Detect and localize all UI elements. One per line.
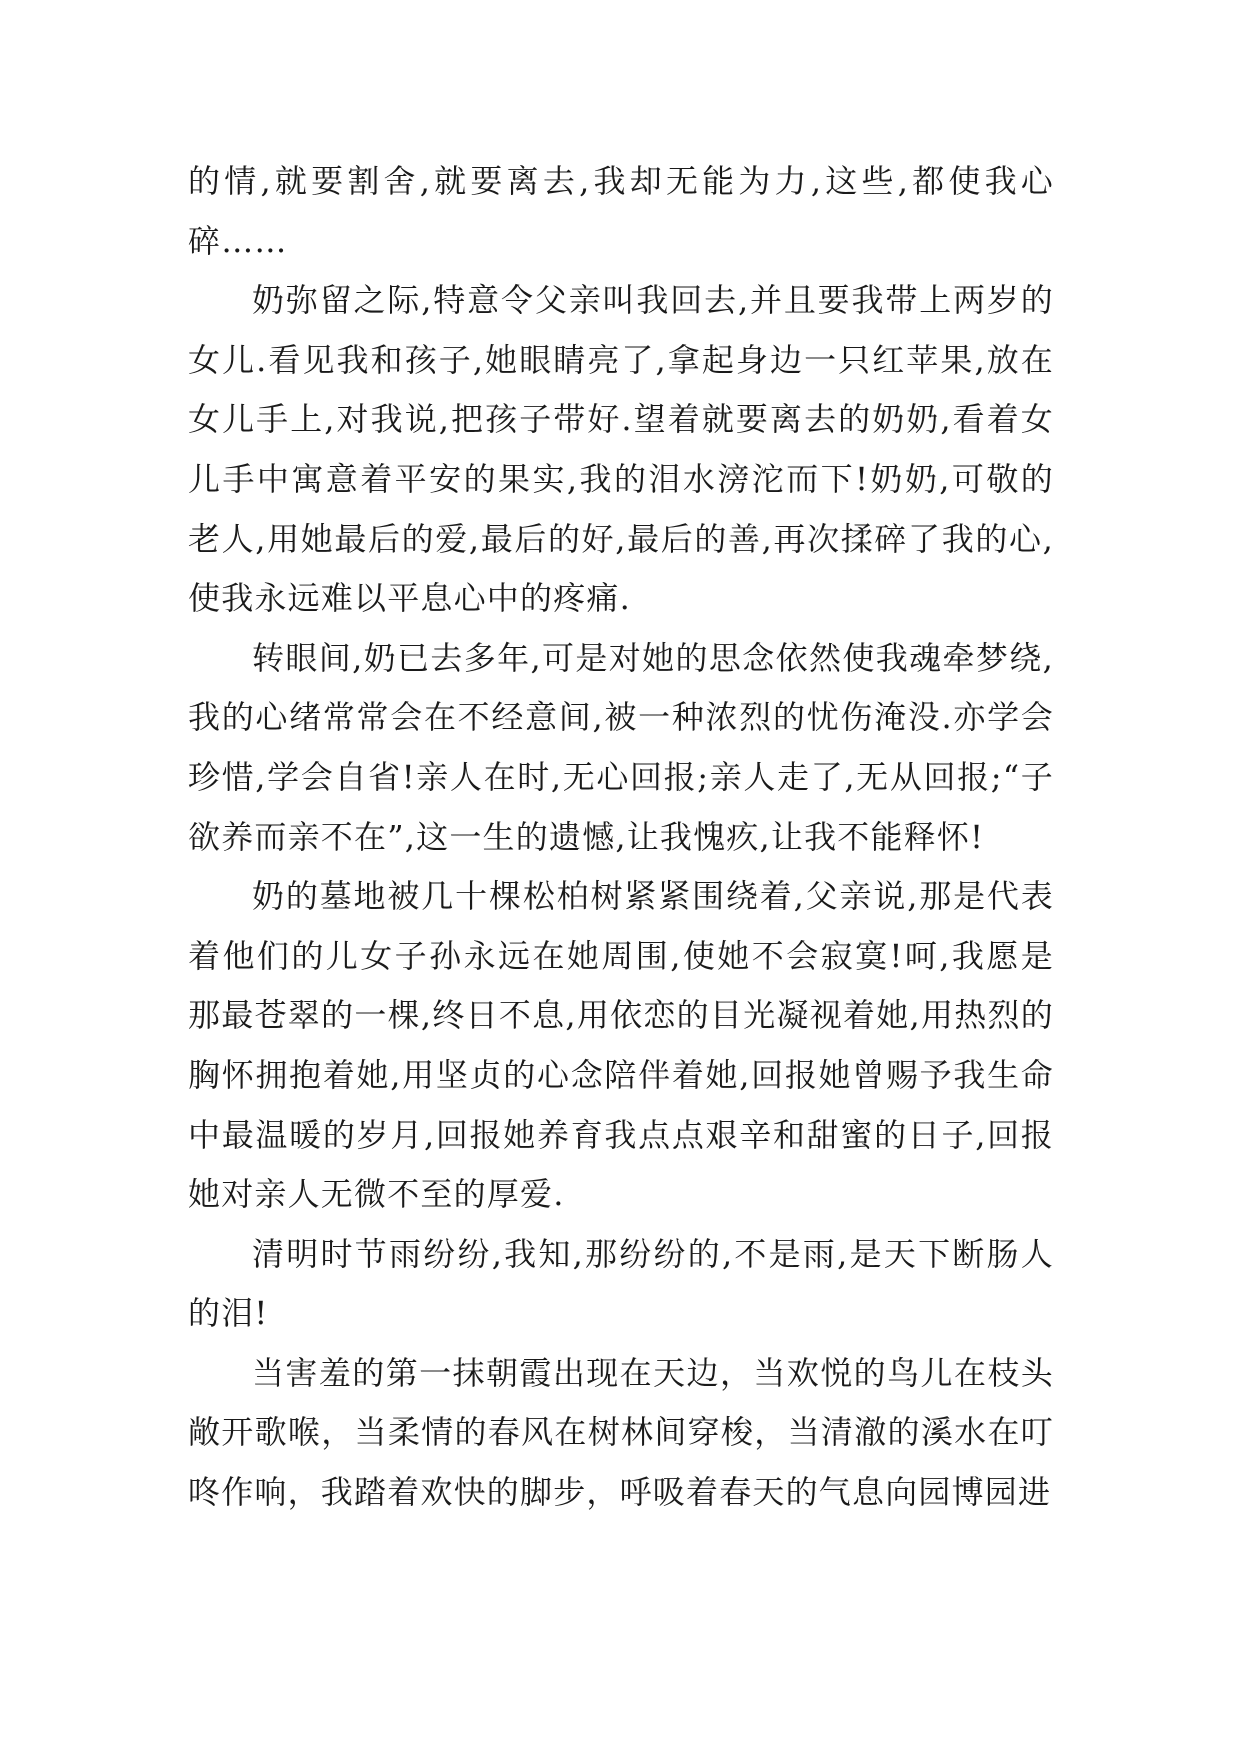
paragraph-1: 的情,就要割舍,就要离去,我却无能为力,这些,都使我心碎…… [188,162,1054,260]
document-body [188,152,1054,1523]
paragraph-3: 转眼间,奶已去多年,可是对她的思念依然使我魂牵梦绕,我的心绪常常会在不经意间,被一种浓烈的忧伤淹没.亦学会珍惜,学会自省!亲人在时,无心回报;亲人走了,无从回报;“子欲养而亲不在”,这一生的遗憾,让我愧疚,让我不能释怀! [188,638,1054,856]
paragraph-2: 奶弥留之际,特意令父亲叫我回去,并且要我带上两岁的女儿.看见我和孩子,她眼睛亮了,拿起身边一只红苹果,放在女儿手上,对我说,把孩子带好.望着就要离去的奶奶,看着女儿手中寓意着平安的果实,我的泪水滂沱而下!奶奶,可敬的老人,用她最后的爱,最后的好,最后的善,再次揉碎了我的心,使我永远难以平息心中的疼痛. [188,281,1054,618]
paragraph-5: 清明时节雨纷纷,我知,那纷纷的,不是雨,是天下断肠人的泪! [188,1234,1054,1333]
paragraph-4: 奶的墓地被几十棵松柏树紧紧围绕着,父亲说,那是代表着他们的儿女子孙永远在她周围,使她不会寂寞!呵,我愿是那最苍翠的一棵,终日不息,用依恋的目光凝视着她,用热烈的胸怀拥抱着她,用坚贞的心念陪伴着她,回报她曾赐予我生命中最温暖的岁月,回报她养育我点点艰辛和甜蜜的日子,回报她对亲人无微不至的厚爱. [188,877,1054,1214]
paragraph-6: 当害羞的第一抹朝霞出现在天边，当欢悦的鸟儿在枝头敞开歌喉，当柔情的春风在树林间穿梭，当清澈的溪水在叮咚作响，我踏着欢快的脚步，呼吸着春天的气息向园博园进 [188,1353,1054,1512]
